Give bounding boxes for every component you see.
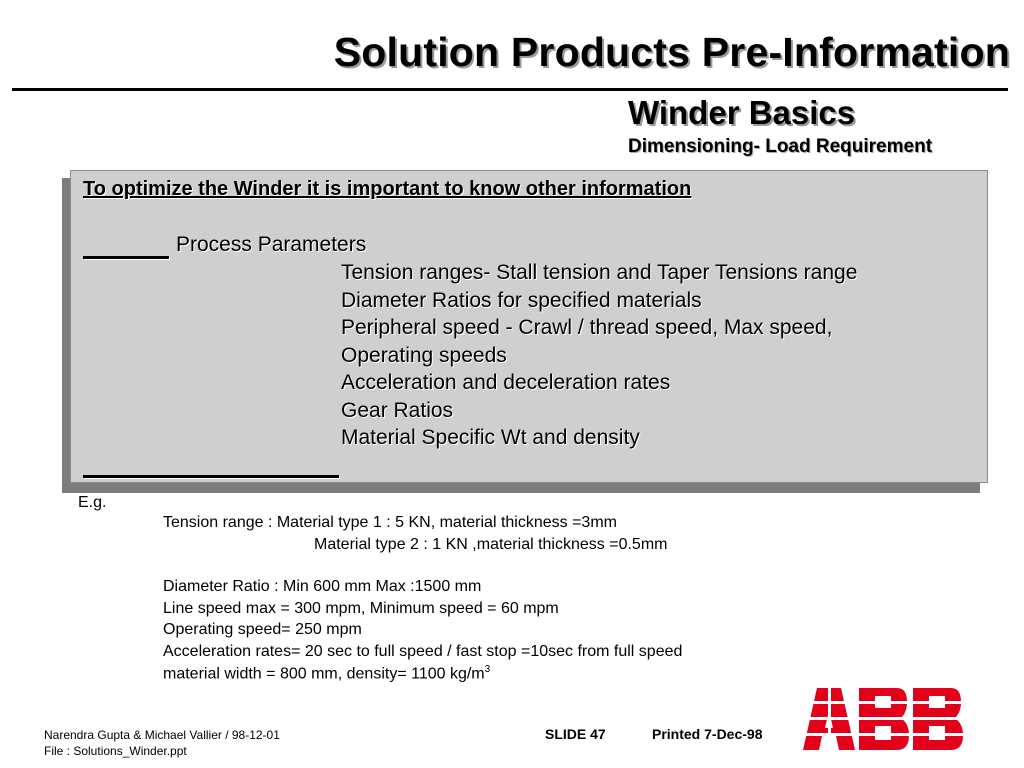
title-divider xyxy=(12,88,1008,91)
param-item: Operating speeds xyxy=(341,344,507,367)
example-label: E.g. xyxy=(78,494,107,511)
slide-number: SLIDE 47 xyxy=(545,726,606,742)
example-acceleration: Acceleration rates= 20 sec to full speed / fast stop =10sec from full speed xyxy=(163,643,683,660)
blank-line-short xyxy=(83,256,169,259)
example-operating-speed: Operating speed= 250 mpm xyxy=(163,621,362,638)
footer-file: File : Solutions_Winder.ppt xyxy=(44,744,187,758)
info-box xyxy=(70,170,988,483)
param-item: Diameter Ratios for specified materials xyxy=(341,289,702,312)
param-item: Acceleration and deceleration rates xyxy=(341,371,671,394)
abb-logo xyxy=(803,688,965,750)
example-tension-line-1: Tension range : Material type 1 : 5 KN, material thickness =3mm xyxy=(163,514,617,531)
param-item: Tension ranges- Stall tension and Taper Tensions range xyxy=(341,261,858,284)
example-diameter: Diameter Ratio : Min 600 mm Max :1500 mm xyxy=(163,578,482,595)
section-label: Process Parameters xyxy=(176,233,367,256)
param-item: Gear Ratios xyxy=(341,399,454,422)
blank-line-long xyxy=(83,475,339,478)
param-item: Peripheral speed - Crawl / thread speed, Max speed, xyxy=(341,316,833,339)
example-material-width xyxy=(163,665,490,682)
printed-date: Printed 7-Dec-98 xyxy=(652,726,763,742)
example-tension-line-2: Material type 2 : 1 KN ,material thickness =0.5mm xyxy=(314,536,668,553)
slide-subtitle: Winder Basics xyxy=(628,94,856,131)
slide-title: Solution Products Pre-Information xyxy=(333,29,1010,75)
info-box-heading: To optimize the Winder it is important to know other information xyxy=(83,178,692,200)
example-line-speed: Line speed max = 300 mpm, Minimum speed = 60 mpm xyxy=(163,600,559,617)
param-item: Material Specific Wt and density xyxy=(341,426,640,449)
slide-subsubtitle: Dimensioning- Load Requirement xyxy=(628,136,933,157)
material-width-text: material width = 800 mm, density= 1100 kg/m xyxy=(163,665,485,683)
footer-authors: Narendra Gupta & Michael Vallier / 98-12-01 xyxy=(44,728,280,742)
density-exponent: 3 xyxy=(484,664,491,675)
